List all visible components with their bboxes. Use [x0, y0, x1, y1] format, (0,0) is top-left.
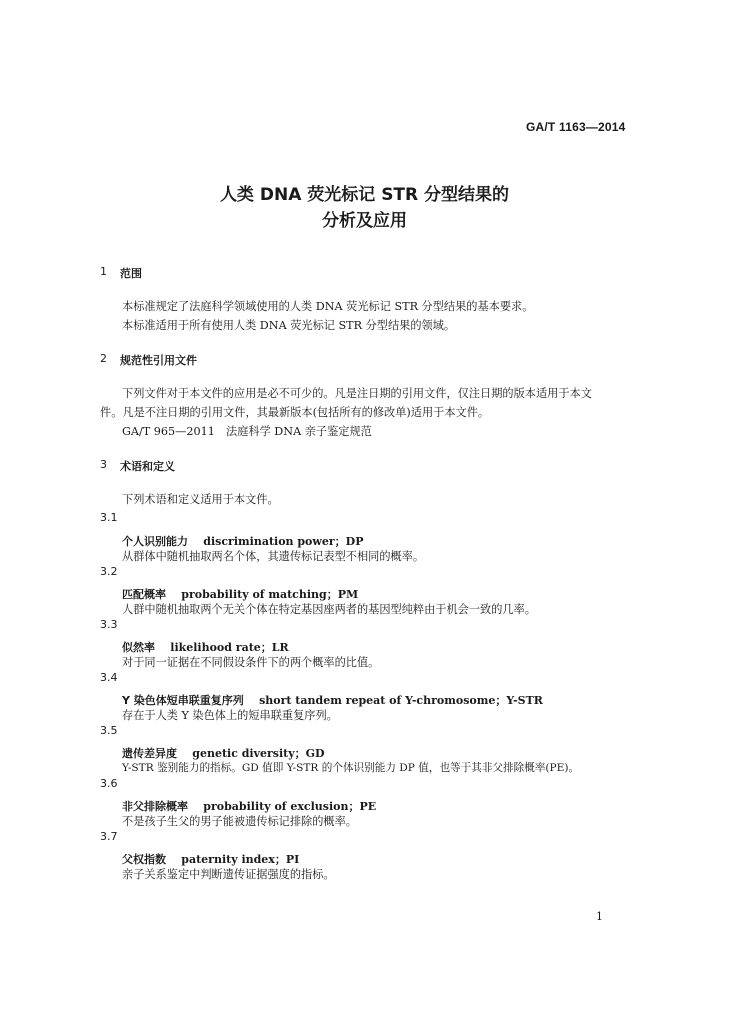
term-chinese: Y 染色体短串联重复序列 — [122, 694, 244, 707]
paragraph: 本标准适用于所有使用人类 DNA 荧光标记 STR 分型结果的领域。 — [122, 319, 456, 332]
paragraph: 下列文件对于本文件的应用是必不可少的。凡是注日期的引用文件，仅注日期的版本适用于本文 — [122, 387, 592, 400]
page-number: 1 — [596, 910, 603, 923]
reference-item: GA/T 965—2011 法庭科学 DNA 亲子鉴定规范 — [122, 425, 372, 438]
section-title-terms: 术语和定义 — [120, 460, 175, 473]
term-number: 3.6 — [100, 777, 118, 790]
term-english: paternity index；PI — [181, 853, 300, 866]
term-number: 3.2 — [100, 565, 118, 578]
term-number: 3.3 — [100, 618, 118, 631]
term-definition: Y-STR 鉴别能力的指标。GD 值即 Y-STR 的个体识别能力 DP 值，也等于其非父排除概率(PE)。 — [122, 762, 580, 774]
term-chinese: 似然率 — [122, 641, 155, 654]
term-chinese: 匹配概率 — [122, 588, 166, 601]
term-number: 3.4 — [100, 671, 118, 684]
term-heading — [122, 583, 358, 602]
term-english: short tandem repeat of Y-chromosome；Y-STR — [259, 694, 543, 707]
term-heading — [122, 636, 289, 655]
term-chinese: 个人识别能力 — [122, 535, 188, 548]
term-heading — [122, 689, 543, 708]
paragraph: 件。凡是不注日期的引用文件，其最新版本(包括所有的修改单)适用于本文件。 — [100, 406, 490, 419]
term-definition: 存在于人类 Y 染色体上的短串联重复序列。 — [122, 709, 338, 722]
section-number: 3 — [100, 458, 107, 471]
term-definition: 亲子关系鉴定中判断遗传证据强度的指标。 — [122, 868, 335, 881]
term-chinese: 遗传差异度 — [122, 747, 177, 760]
section-number: 1 — [100, 265, 107, 278]
term-definition: 人群中随机抽取两个无关个体在特定基因座两者的基因型纯粹由于机会一致的几率。 — [122, 603, 536, 616]
section-title-scope: 范围 — [120, 267, 142, 280]
term-english: probability of matching；PM — [181, 588, 359, 601]
term-chinese: 父权指数 — [122, 853, 166, 866]
term-heading — [122, 848, 299, 867]
section-title-normative-references: 规范性引用文件 — [120, 354, 197, 367]
document-title-line1: 人类 DNA 荧光标记 STR 分型结果的 — [219, 185, 510, 205]
term-heading — [122, 795, 376, 814]
term-definition: 对于同一证据在不同假设条件下的两个概率的比值。 — [122, 656, 380, 669]
term-definition: 不是孩子生父的男子能被遗传标记排除的概率。 — [122, 815, 357, 828]
document-code: GA/T 1163—2014 — [526, 120, 626, 134]
term-heading — [122, 530, 363, 549]
term-heading — [122, 742, 325, 761]
paragraph: 本标准规定了法庭科学领域使用的人类 DNA 荧光标记 STR 分型结果的基本要求。 — [122, 300, 534, 313]
term-chinese: 非父排除概率 — [122, 800, 188, 813]
term-number: 3.7 — [100, 830, 118, 843]
term-english: probability of exclusion；PE — [203, 800, 377, 813]
section-number: 2 — [100, 352, 107, 365]
term-english: likelihood rate；LR — [170, 641, 289, 654]
term-number: 3.5 — [100, 724, 118, 737]
document-title-line2: 分析及应用 — [322, 211, 407, 231]
term-number: 3.1 — [100, 511, 118, 524]
term-definition: 从群体中随机抽取两名个体，其遗传标记表型不相同的概率。 — [122, 550, 425, 563]
paragraph: 下列术语和定义适用于本文件。 — [122, 493, 279, 506]
term-english: discrimination power；DP — [203, 535, 364, 548]
term-english: genetic diversity；GD — [192, 747, 325, 760]
